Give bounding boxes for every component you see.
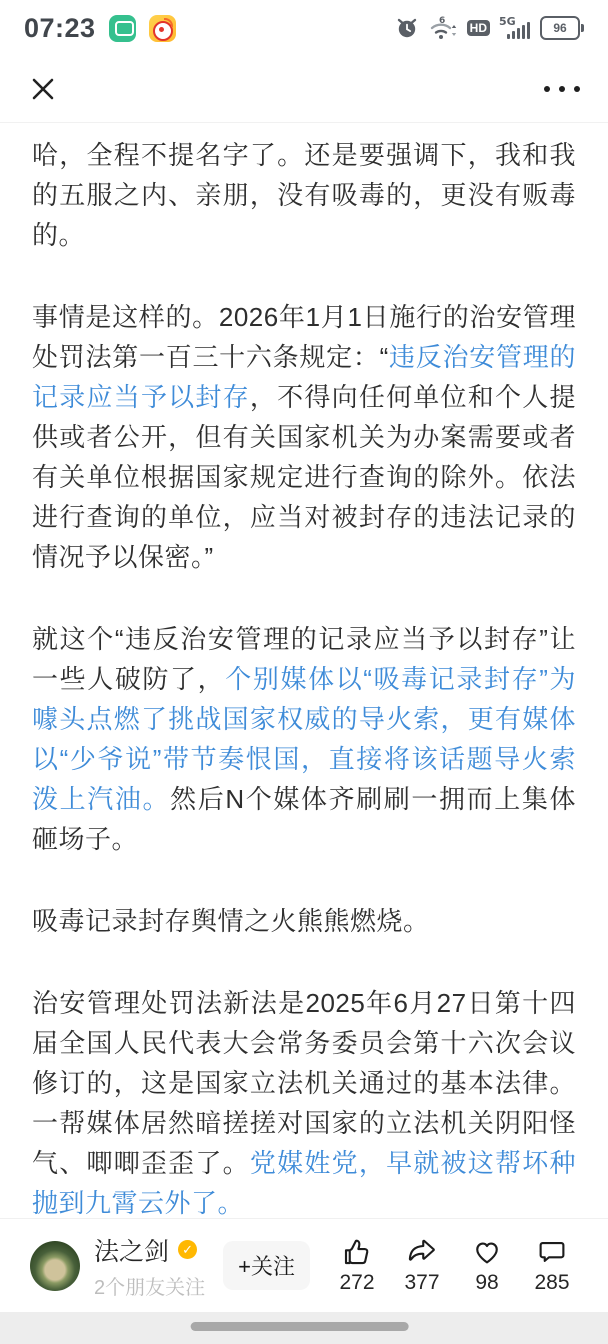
followers-note: 2个朋友关注	[94, 1276, 206, 1299]
thumbs-up-icon	[342, 1237, 372, 1267]
share-button[interactable]	[396, 1237, 448, 1295]
gesture-bar	[0, 1312, 608, 1344]
article-text-run: 事情是这样的。2026年1月1日施行的治安管理处罚法第一百三十六条规定：“	[32, 302, 576, 372]
like-count: 272	[339, 1270, 375, 1294]
article-paragraph	[32, 297, 576, 577]
svg-text:6: 6	[438, 16, 445, 26]
article-text-run: ，不得向任何单位和个人提供或者公开，但有关国家机关为办案需要或者有关单位根据国家规定进行查询的除外。依法进行查询的单位，应当对被封存的违法记录的情况予以保密。”	[32, 382, 576, 572]
like-button[interactable]	[331, 1237, 383, 1295]
comment-button[interactable]	[526, 1237, 578, 1295]
status-bar	[0, 0, 608, 56]
wifi6-icon	[428, 15, 458, 41]
article-paragraph	[32, 619, 576, 859]
article-paragraph	[32, 135, 576, 255]
alarm-icon	[395, 16, 419, 40]
status-time: 07:23	[24, 12, 96, 43]
weibo-signal-arc	[164, 18, 173, 27]
share-count: 377	[404, 1270, 440, 1294]
verified-badge-icon: ✓	[178, 1240, 197, 1259]
article-text-run: 吸毒记录封存舆情之火熊熊燃烧。	[32, 906, 430, 936]
heart-count: 98	[475, 1270, 499, 1294]
article-link-text[interactable]: 党媒姓党，早就被这帮坏种抛到九霄云外了。	[32, 1148, 576, 1218]
battery-percent: 96	[553, 21, 567, 35]
home-indicator[interactable]	[191, 1322, 409, 1331]
comment-count: 285	[534, 1270, 570, 1294]
weibo-app-icon	[149, 15, 176, 42]
follow-button[interactable]: +关注	[223, 1241, 310, 1290]
more-ellipsis-icon	[544, 86, 550, 92]
close-icon	[28, 74, 58, 104]
article-header	[0, 56, 608, 123]
article-paragraph	[32, 983, 576, 1218]
comment-bubble-icon	[537, 1237, 567, 1267]
action-bar	[331, 1237, 578, 1295]
author-avatar[interactable]	[30, 1241, 80, 1291]
status-right-icons	[395, 15, 584, 41]
chat-app-icon	[109, 15, 136, 42]
hd-icon: HD	[467, 20, 490, 36]
signal-5g-icon	[499, 15, 531, 41]
author-meta	[94, 1232, 205, 1300]
share-arrow-icon	[407, 1237, 437, 1267]
heart-button[interactable]	[461, 1237, 513, 1295]
article-body	[0, 123, 608, 1218]
article-link-text[interactable]: 个别媒体以“吸毒记录封存”为噱头点燃了挑战国家权威的导火索，更有媒体以“少爷说”带节奏恨国，直接将该话题导火索泼上汽油。	[32, 664, 576, 814]
article-text-run: 然后N个媒体齐刷刷一拥而上集体砸场子。	[32, 784, 576, 854]
article-paragraph	[32, 901, 576, 941]
close-button[interactable]	[22, 68, 64, 110]
more-button[interactable]	[538, 76, 586, 102]
author-bar	[0, 1218, 608, 1312]
article-text-run: 就这个“违反治安管理的记录应当予以封存”让一些人破防了，	[32, 624, 576, 694]
article-link-text[interactable]: 违反治安管理的记录应当予以封存	[32, 342, 576, 412]
svg-text:5G: 5G	[499, 15, 516, 28]
article-text-run: 治安管理处罚法新法是2025年6月27日第十四届全国人民代表大会常务委员会第十六次会议修订的，这是国家立法机关通过的基本法律。一帮媒体居然暗搓搓对国家的立法机关阴阳怪气、唧唧歪歪了。	[32, 988, 576, 1178]
heart-icon	[472, 1237, 502, 1267]
article-text-run: 哈，全程不提名字了。还是要强调下，我和我的五服之内、亲朋，没有吸毒的，更没有贩毒的。	[32, 140, 576, 250]
author-name[interactable]: 法之剑	[94, 1237, 170, 1266]
battery-icon	[540, 16, 584, 40]
